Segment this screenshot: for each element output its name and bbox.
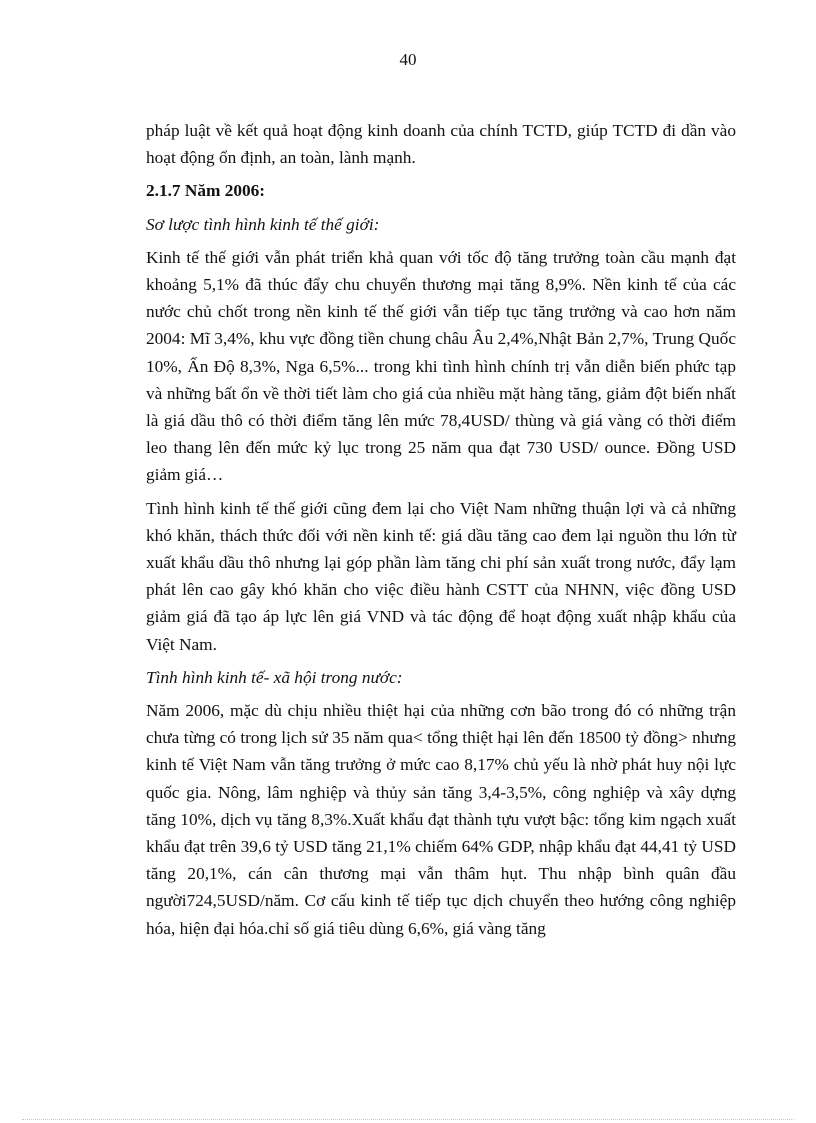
subheading-domestic-economy: Tình hình kinh tế- xã hội trong nước:: [146, 667, 403, 687]
paragraph-continuation: pháp luật về kết quả hoạt động kinh doanh của chính TCTD, giúp TCTD đi dần vào hoạt động ổn định, an toàn, lành mạnh.: [146, 121, 736, 168]
page-bottom-divider: [22, 1119, 794, 1120]
document-body: [146, 117, 736, 948]
paragraph-impact-vietnam: Tình hình kinh tế thế giới cũng đem lại cho Việt Nam những thuận lợi và cả những khó khăn, thách thức đối với nền kinh tế: giá dầu tăng cao đem lại nguồn thu lớn từ xuất khẩu dầu thô nhưng lại góp phần làm tăng chi phí sản xuất trong nước, đẩy lạm phát lên cao gây khó khăn cho việc điều hành CSTT của NHNN, việc đồng USD giảm giá đã tạo áp lực lên giá VND và tác động để hoạt động xuất nhập khẩu của Việt Nam.: [146, 498, 736, 654]
subheading-world-economy: Sơ lược tình hình kinh tế thế giới:: [146, 214, 380, 234]
page-number: 40: [399, 50, 417, 69]
paragraph-world-economy: Kinh tế thế giới vẫn phát triển khả quan với tốc độ tăng trưởng toàn cầu mạnh đạt khoảng 5,1% đã thúc đẩy chu chuyển thương mại tăng 8,9%. Nền kinh tế của các nước chủ chốt trong nền kinh tế thế giới vẫn tiếp tục tăng trưởng và cao hơn năm 2004: Mĩ 3,4%, khu vực đồng tiền chung châu Âu 2,4%,Nhật Bản 2,7%, Trung Quốc 10%, Ấn Độ 8,3%, Nga 6,5%... trong khi tình hình chính trị vẫn diễn biến phức tạp và những bất ổn về thời tiết làm cho giá của nhiều mặt hàng tăng, giảm đột biến nhất là giá dầu thô có thời điểm tăng lên mức 78,4USD/ thùng và giá vàng có thời điểm leo thang lên đến mức kỷ lục trong 25 năm qua đạt 730 USD/ ounce. Đồng USD giảm giá…: [146, 247, 736, 485]
paragraph-domestic-economy: Năm 2006, mặc dù chịu nhiều thiệt hại của những cơn bão trong đó có những trận chưa từng có trong lịch sử 35 năm qua< tổng thiệt hại lên đến 18500 tỷ đồng> nhưng kinh tế Việt Nam vẫn tăng trưởng ở mức cao 8,17% chủ yếu là nhờ phát huy nội lực quốc gia. Nông, lâm nghiệp và thủy sản tăng 3,4-3,5%, công nghiệp và xây dựng tăng 10%, dịch vụ tăng 8,3%.Xuất khẩu đạt thành tựu vượt bậc: tổng kim ngạch xuất khẩu đạt trên 39,6 tỷ USD tăng 21,1% chiếm 64% GDP, nhập khẩu đạt 44,41 tỷ USD tăng 20,1%, cán cân thương mại vẫn thâm hụt. Thu nhập bình quân đầu người724,5USD/năm. Cơ cấu kinh tế tiếp tục dịch chuyển theo hướng công nghiệp hóa, hiện đại hóa.chỉ số giá tiêu dùng 6,6%, giá vàng tăng: [146, 701, 736, 938]
section-heading: 2.1.7 Năm 2006:: [146, 181, 266, 201]
